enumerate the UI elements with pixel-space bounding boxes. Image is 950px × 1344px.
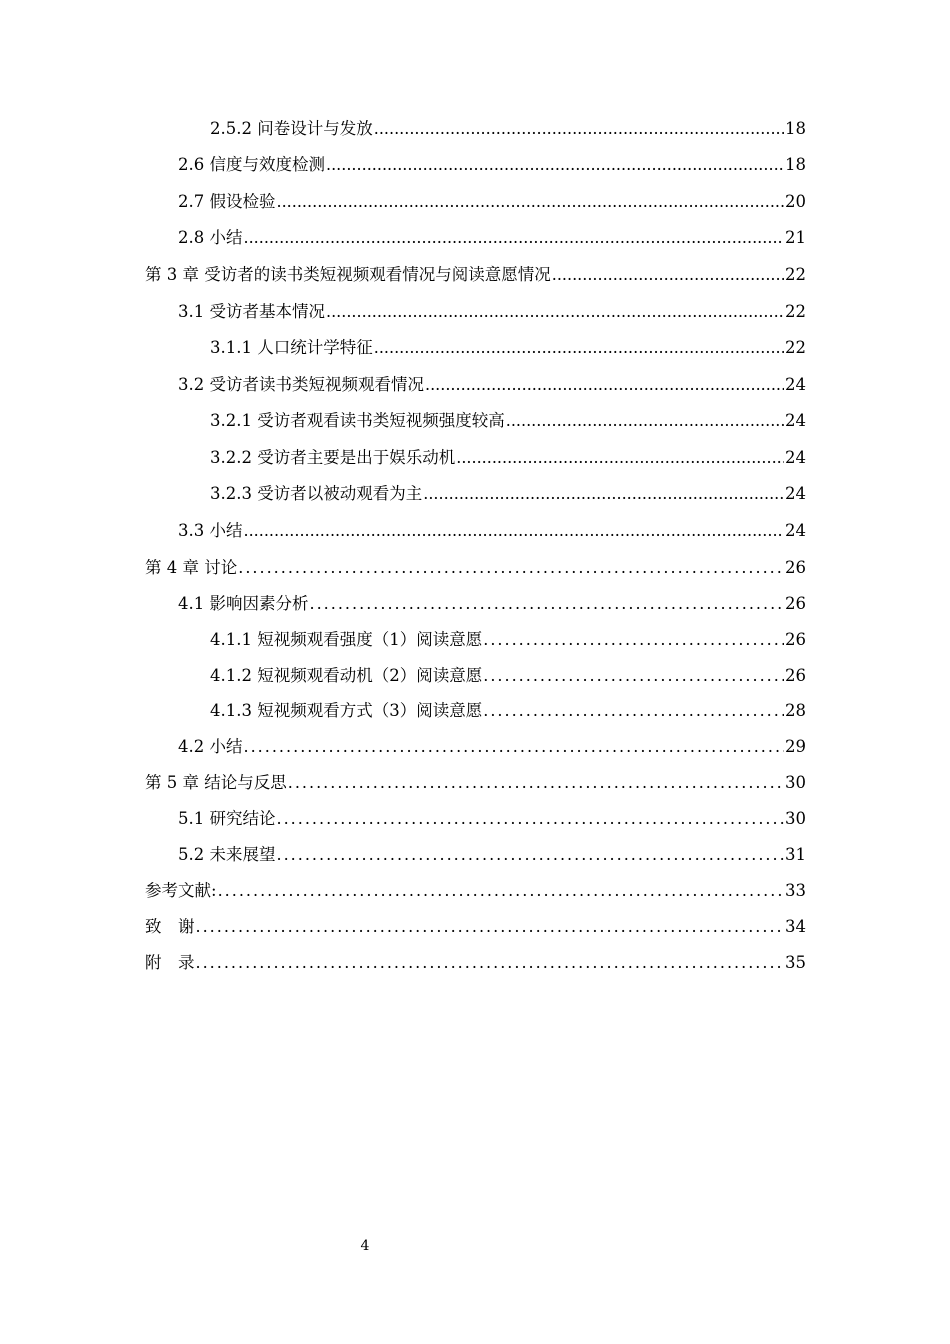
toc-entry-chapter-4[interactable] (145, 551, 806, 579)
toc-entry-3-2-3[interactable] (210, 477, 806, 505)
toc-entry-appendix[interactable] (145, 946, 806, 974)
toc-entry-4-1-3[interactable] (210, 694, 806, 722)
toc-entry-page: 33 (785, 881, 806, 900)
toc-entry-acknowledgements[interactable] (145, 910, 806, 938)
toc-entry-2-7[interactable] (178, 185, 806, 213)
toc-entry-5-1[interactable] (178, 802, 806, 830)
toc-entry-4-2[interactable] (178, 730, 806, 758)
dot-leader (196, 952, 785, 974)
toc-entry-title: 第 3 章 受访者的读书类短视频观看情况与阅读意愿情况 (145, 265, 551, 284)
toc-entry-4-1-2[interactable] (210, 659, 806, 687)
toc-entry-page: 22 (785, 338, 806, 357)
toc-entry-page: 31 (785, 845, 806, 864)
toc-entry-title: 4.1.1 短视频观看强度（1）阅读意愿 (210, 630, 483, 649)
toc-entry-page: 30 (785, 773, 806, 792)
toc-entry-title: 3.2.3 受访者以被动观看为主 (210, 484, 423, 503)
dot-leader (552, 264, 784, 286)
dot-leader (483, 700, 784, 722)
dot-leader (506, 410, 784, 432)
toc-entry-chapter-3[interactable] (145, 258, 806, 286)
toc-entry-title: 第 5 章 结论与反思 (145, 773, 287, 792)
toc-entry-title: 附 录 (145, 953, 195, 972)
dot-leader (244, 520, 785, 542)
toc-entry-page: 34 (785, 917, 806, 936)
dot-leader (425, 374, 784, 396)
toc-entry-page: 18 (785, 119, 806, 138)
dot-leader (288, 772, 784, 794)
dot-leader (196, 916, 785, 938)
toc-entry-page: 28 (785, 701, 806, 720)
toc-entry-page: 18 (785, 155, 806, 174)
toc-entry-title: 2.8 小结 (178, 228, 243, 247)
toc-entry-title: 2.5.2 问卷设计与发放 (210, 119, 373, 138)
toc-entry-5-2[interactable] (178, 838, 806, 866)
toc-entry-page: 24 (785, 411, 806, 430)
toc-entry-4-1[interactable] (178, 587, 806, 615)
toc-entry-page: 26 (785, 630, 806, 649)
toc-entry-title: 4.1.3 短视频观看方式（3）阅读意愿 (210, 701, 483, 720)
toc-entry-page: 30 (785, 809, 806, 828)
dot-leader (374, 337, 784, 359)
toc-entry-3-3[interactable] (178, 514, 806, 542)
dot-leader (374, 118, 784, 140)
toc-entry-2-8[interactable] (178, 221, 806, 249)
toc-entry-page: 21 (785, 228, 806, 247)
page-number: 4 (360, 1238, 370, 1254)
toc-entry-page: 22 (785, 302, 806, 321)
toc-entry-title: 5.2 未来展望 (178, 845, 276, 864)
toc-entry-3-2-1[interactable] (210, 404, 806, 432)
toc-entry-title: 4.1 影响因素分析 (178, 594, 309, 613)
dot-leader (277, 808, 785, 830)
toc-entry-page: 24 (785, 375, 806, 394)
toc-entry-title: 3.3 小结 (178, 521, 243, 540)
toc-entry-3-2-2[interactable] (210, 441, 806, 469)
dot-leader (456, 447, 784, 469)
toc-entry-page: 24 (785, 448, 806, 467)
dot-leader (244, 736, 785, 758)
toc-entry-title: 第 4 章 讨论 (145, 558, 238, 577)
toc-entry-page: 20 (785, 192, 806, 211)
dot-leader (310, 593, 785, 615)
toc-entry-page: 35 (785, 953, 806, 972)
toc-entry-4-1-1[interactable] (210, 623, 806, 651)
toc-entry-3-1[interactable] (178, 295, 806, 323)
toc-entry-chapter-5[interactable] (145, 766, 806, 794)
toc-entry-title: 3.2.1 受访者观看读书类短视频强度较高 (210, 411, 505, 430)
toc-entry-title: 致 谢 (145, 917, 195, 936)
toc-entry-page: 26 (785, 666, 806, 685)
toc-entry-title: 2.6 信度与效度检测 (178, 155, 325, 174)
dot-leader (244, 227, 785, 249)
toc-entry-title: 4.1.2 短视频观看动机（2）阅读意愿 (210, 666, 483, 685)
dot-leader (326, 301, 784, 323)
dot-leader (218, 880, 784, 902)
toc-entry-title: 2.7 假设检验 (178, 192, 276, 211)
dot-leader (238, 557, 784, 579)
dot-leader (277, 191, 785, 213)
toc-entry-title: 3.1.1 人口统计学特征 (210, 338, 373, 357)
toc-entry-title: 3.2 受访者读书类短视频观看情况 (178, 375, 424, 394)
dot-leader (423, 483, 784, 505)
toc-entry-page: 24 (785, 521, 806, 540)
toc-entry-title: 3.2.2 受访者主要是出于娱乐动机 (210, 448, 456, 467)
toc-entry-title: 4.2 小结 (178, 737, 243, 756)
toc-entry-page: 24 (785, 484, 806, 503)
toc-entry-title: 3.1 受访者基本情况 (178, 302, 325, 321)
toc-entry-3-2[interactable] (178, 368, 806, 396)
toc-entry-references[interactable] (145, 874, 806, 902)
toc-entry-2-5-2[interactable] (210, 112, 806, 140)
toc-entry-title: 参考文献: (145, 881, 217, 900)
toc-entry-title: 5.1 研究结论 (178, 809, 276, 828)
dot-leader (326, 154, 784, 176)
toc-entry-page: 29 (785, 737, 806, 756)
dot-leader (277, 844, 785, 866)
toc-entry-page: 26 (785, 594, 806, 613)
toc-entry-3-1-1[interactable] (210, 331, 806, 359)
dot-leader (483, 629, 784, 651)
toc-entry-page: 22 (785, 265, 806, 284)
toc-entry-2-6[interactable] (178, 148, 806, 176)
toc-entry-page: 26 (785, 558, 806, 577)
dot-leader (483, 665, 784, 687)
